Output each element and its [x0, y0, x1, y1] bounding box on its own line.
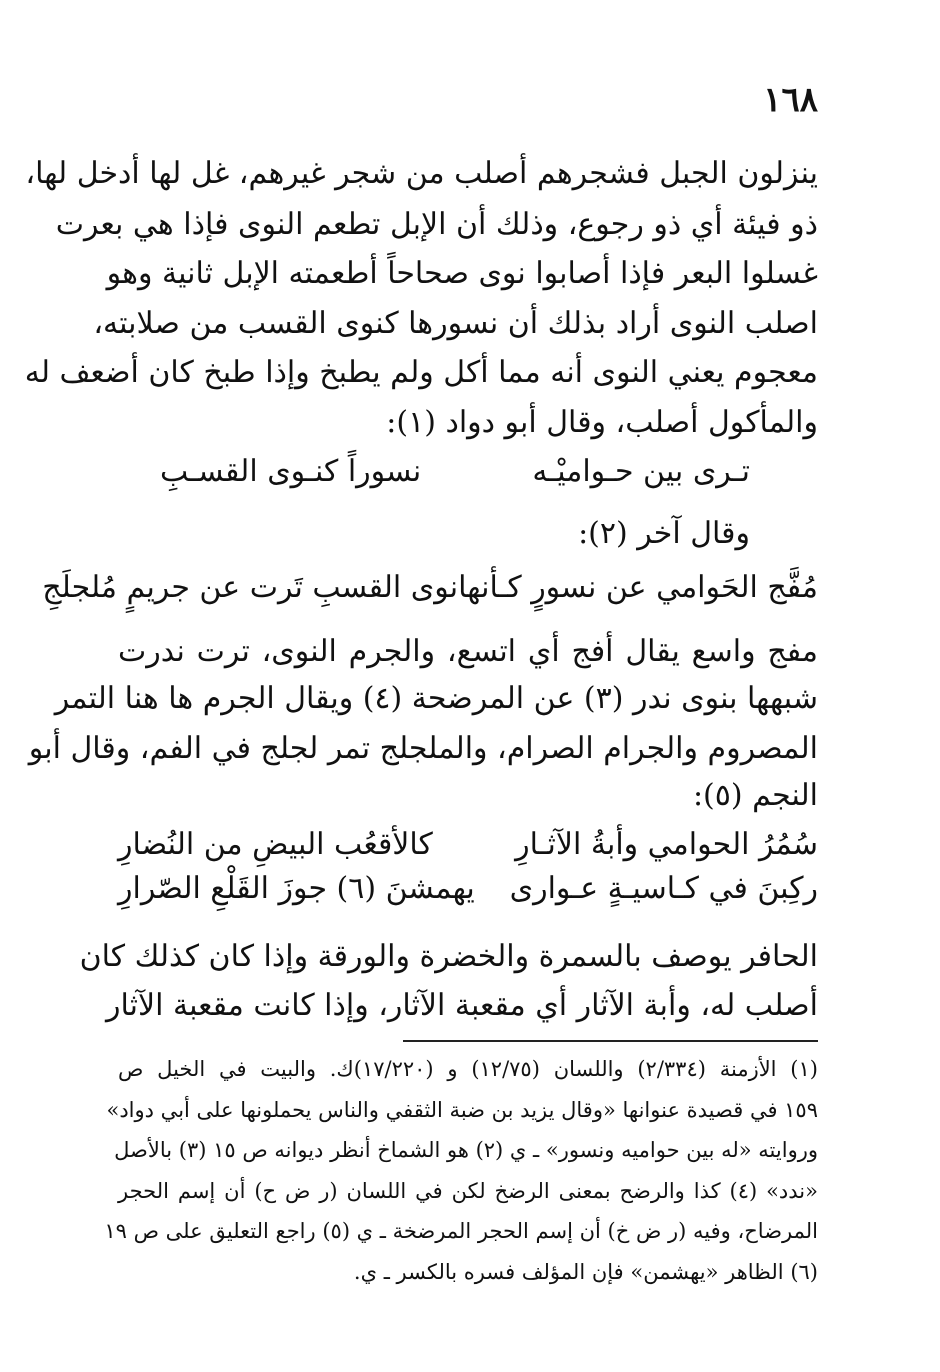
verse-hemistich: ركِبنَ في كـاسيـةٍ عـوارى [509, 871, 818, 906]
text-line: النجم (٥): [692, 778, 818, 813]
footnote-line: وروايته «له بين حواميه ونسور» ـ ي (٢) هو الشماخ أنظر ديوانه ص ١٥ (٣) بالأصل [114, 1138, 818, 1162]
text-line: شبهها بنوى ندر (٣) عن المرضحة (٤) ويقال الجرم ها هنا التمر [54, 681, 818, 716]
footnote-line: (١) الأزمنة (٢/٣٣٤) واللسان (١٢/٧٥) و (١٧/٢٢٠)ك. والبيت في الخيل ص [118, 1057, 818, 1081]
verse-hemistich: يهمشنَ (٦) جوزَ القَلْعِ الصّرارِ [118, 871, 475, 906]
verse-line [42, 566, 818, 610]
verse-line [118, 823, 818, 867]
verse-hemistich: نسوراً كنـوى القسـبِ [160, 454, 422, 489]
text-line: المصروم والجرام الصرام، والملجلج تمر لجلج في الفم، وقال أبو [28, 731, 818, 766]
text-line: الحافر يوصف بالسمرة والخضرة والورقة وإذا كان كذلك كان [79, 939, 818, 974]
footnote-line: المرضاح، وفيه (ر ض خ) أن إسم الحجر المرضخة ـ ي (٥) راجع التعليق على ص ١٩ [104, 1219, 818, 1243]
text-line: اصلب النوى أراد بذلك أن نسورها كنوى القسب من صلابته، [93, 306, 818, 341]
footnote-line: «ندد» (٤) كذا والرضح بمعنى الرضخ لكن في اللسان (ر ض ح) أن إسم الحجر [118, 1179, 818, 1203]
verse-line [160, 450, 750, 494]
footnote-divider [403, 1040, 818, 1042]
footnote-line: (٦) الظاهر «يهشمن» فإن المؤلف فسره بالكسر ـ ي. [353, 1260, 818, 1284]
text-line: ذو فيئة أي ذو رجوع، وذلك أن الإبل تطعم النوى فإذا هي بعرت [55, 207, 818, 242]
verse-hemistich: كالأقعُب البيضِ من النُضارِ [118, 827, 433, 862]
text-line: مفج واسع يقال أفج أي اتسع، والجرم النوى، ترت ندرت [118, 634, 818, 669]
text-line: والمأكول أصلب، وقال أبو دواد (١): [386, 405, 818, 440]
verse-hemistich: مُفَّج الحَوامي عن نسورٍ كـأنها [458, 570, 818, 605]
verse-hemistich: نوى القسبِ تَرت عن جريمٍ مُلجلَجِ [42, 570, 459, 605]
verse-hemistich: سُمُرُ الحوامي وأبةُ الآثـارِ [515, 827, 818, 862]
text-line: معجوم يعني النوى أنه مما أكل ولم يطبخ وإذا طبخ كان أضعف له [24, 355, 818, 390]
text-line: ينزلون الجبل فشجرهم أصلب من شجر غيرهم، غل لها أدخل لها، [25, 156, 818, 191]
text-line: وقال آخر (٢): [578, 516, 750, 551]
verse-hemistich: تـرى بين حـواميْـه [532, 454, 750, 489]
verse-line [118, 867, 818, 911]
text-line: غسلوا البعر فإذا أصابوا نوى صحاحاً أطعمته الإبل ثانية وهو [106, 256, 818, 291]
page-number: ١٦٨ [763, 80, 818, 120]
footnote-line: ١٥٩ في قصيدة عنوانها «وقال يزيد بن ضبة الثقفي والناس يحملونها على أبي دواد» [106, 1098, 818, 1122]
text-line: أصلب له، وأبة الآثار أي مقعبة الآثار، وإذا كانت مقعبة الآثار [106, 988, 818, 1023]
